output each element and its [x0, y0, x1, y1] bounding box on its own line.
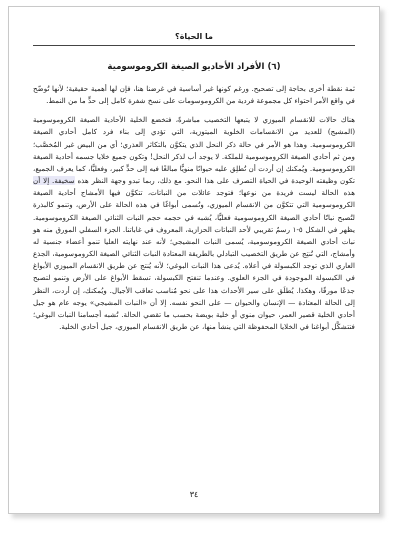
book-page	[8, 6, 380, 514]
paragraph-2-part-a: هناك حالات للانقسام الميوزي لا يتبعها التخصيب مباشرةً، فتخضع الخلية الأحادية الصيغة الكروموسومية (المشيج) للعديد من الانقسامات الخلوية الميتوزية، التي تؤدي إلى بناء فرد كامل أحادي الصيغة الكروموسومية. وهذا هو الأمر في حالة ذكر النحل الذي يتكوَّن بالتكاثر العذري؛ أي من البيض غير المُخصَّب؛ ومن ثم أحادي الصيغة الكروموسومية للملكة. لا يوجد أب لذكر النحل! وتكون جميع خلايا جسمه أحادية الصيغة الكروموسومية. ويُمكنك إن أردت أن تُطلِق عليه حيوانًا منويًّا مبالغًا فيه إلى حدٍّ كبير، وفعليًّا، كما يعرف الجميع، تكون وظيفته الوحيدة في الحياة التصرف على هذا النحو. مع ذلك، ربما تبدو وجهة النظر هذه	[33, 115, 355, 186]
page-number: ٣٤	[189, 490, 199, 499]
paragraph-2-part-b: هذه الحالة ليست فريدة من نوعها؛ فتوجد عائلات من النباتات، تتكوَّن فيها الأمشاج أحادية الصيغة الكروموسومية التي تتكوَّن من الانقسام الميوزي، وتُسمى أبواغًا في هذه الحالة على الأرض، وتنمو كالبذرة لتُصبح نباتًا أحادي الصيغة الكروموسومية فعليًّا، يُشبه في حجمه حجم النبات الثنائي الصيغة الكروموسومية. يظهر في الشكل ٥-١ رسمٌ تقريبي لأحد النباتات الحزازية، المعروف في غاباتنا. الجزء السفلي المورق منه هو نبات أحادي الصيغة الكروموسومية، يُسمى النبات المشيجي؛ لأنه عند نهايته العليا تنمو أعضاء جنسية له وأمشاج، التي تُنتِج عن طريق التخصيب التبادلي بالطريقة المعتادة النبات الثنائي الصيغة الكروموسومية، الجذع العاري الذي توجد الكبسولة في أعلاه. يُدعى هذا النبات البوغي؛ لأنه يُنتج عن طريق الانقسام الميوزي الأبواغ في الكبسولة الموجودة في الجزء العلوي. وعندما تنفتح الكبسولة، تسقط الأبواغ على الأرض وتنمو لتصبح جذعًا مورقًا، وهكذا. يُطلَق على سير الأحداث هذا على نحو مُناسب تعاقب الأجيال. ويُمكنك، إن أردت، النظر إلى الحالة المعتادة — الإنسان والحيوان — على النحو نفسه. إلا أن «النبات المشيجي» يوجه عام هو جيل أحادي الخلية قصير العمر، حيوان منوي أو خلية بويضة بحسب ما تقضي الحالة. تُشبه أجسامنا النبات البوغي؛ فتتشكَّل أبواغنا في الخلايا المحفوظة التي ينشأ منها، عن طريق الانقسام الميوزي، جيل أحادي الخلية.	[33, 188, 356, 331]
highlighted-text: سخيفة. إلا أن	[33, 176, 75, 186]
running-header	[33, 31, 355, 46]
paragraph-1: ثمة نقطة أخرى بحاجة إلى تصحيح. ورغم كونها غير أساسية في غرضنا هنا، فإن لها أهمية حقيقية؛ لأنها تُوضّح في واقع الأمر احتواء كل مجموعة فردية من الكروموسومات على نسخ شفرة كامل إلى حدٍّ ما من النمط.	[33, 84, 355, 106]
running-header-title: ما الحياة؟	[175, 32, 213, 41]
section-title: (٦) الأفراد الأحاديو الصيغة الكروموسومية	[107, 62, 281, 72]
page-body	[33, 83, 355, 333]
paragraph-2	[33, 114, 355, 333]
